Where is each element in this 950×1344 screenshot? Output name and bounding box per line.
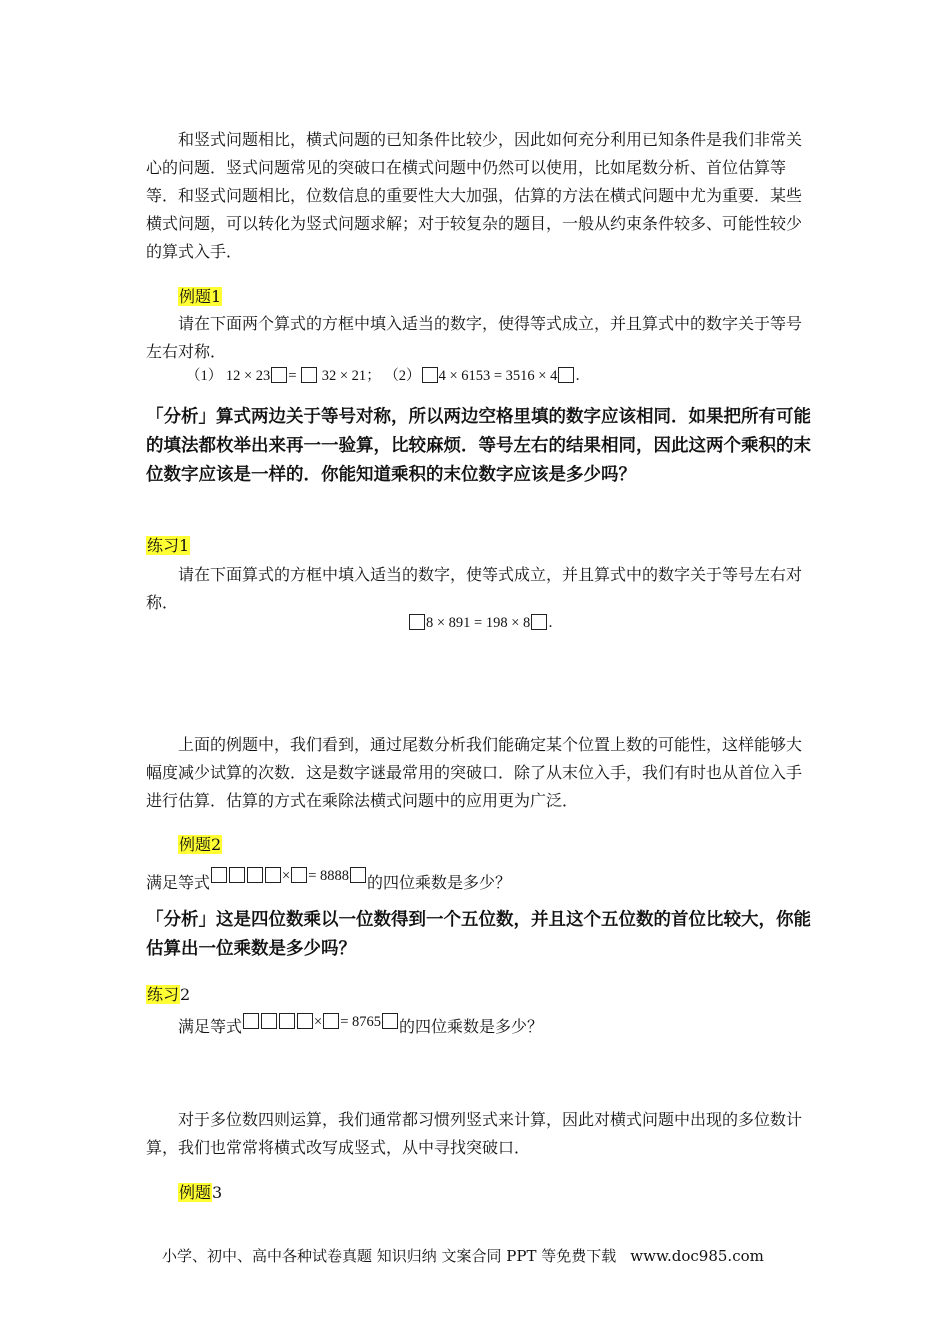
blank-box[interactable]: [382, 1013, 398, 1029]
blank-box[interactable]: [291, 867, 307, 883]
eq2-body: 4 × 6153 = 3516 × 4: [438, 368, 558, 384]
footer-link[interactable]: www.doc985.com: [630, 1247, 764, 1265]
practice-1-tag: 练习1: [147, 536, 190, 555]
blank-box[interactable]: [323, 1013, 339, 1029]
footer-text: 小学、初中、高中各种试卷真题 知识归纳 文案合同 PPT 等免费下载: [162, 1247, 617, 1265]
practice-2-equation: × = 8765: [242, 1014, 399, 1030]
example-1-analysis: 「分析」算式两边关于等号对称，所以两边空格里填的数字应该相同．如果把所有可能的填法都枚举出来再一一验算，比较麻烦．等号左右的结果相同，因此这两个乘积的末位数字应该是一样的．你能知道乘积的末位数字应该是多少吗？: [146, 407, 811, 485]
eq1-equals: =: [288, 368, 297, 384]
example-2-analysis: 「分析」这是四位数乘以一位数得到一个五位数，并且这个五位数的首位比较大，你能估算出一位乘数是多少吗？: [146, 910, 811, 959]
example-1-tag: 例题1: [179, 287, 222, 306]
practice-2-post: 的四位乘数是多少？: [399, 1017, 544, 1036]
example-2-post: 的四位乘数是多少？: [367, 873, 512, 892]
eq2-label: （2）: [384, 368, 421, 384]
example-3-tag: 例题: [179, 1183, 212, 1202]
example-2-equation: × = 8888: [210, 868, 367, 884]
blank-box[interactable]: [297, 1013, 313, 1029]
blank-box[interactable]: [409, 614, 425, 630]
intro-paragraph: 和竖式问题相比，横式问题的已知条件比较少，因此如何充分利用已知条件是我们非常关心的问题．竖式问题常见的突破口在横式问题中仍然可以使用，比如尾数分析、首位估算等等．和竖式问题相比，位数信息的重要性大大加强，估算的方法在横式问题中尤为重要．某些横式问题，可以转化为竖式问题求解；对于较复杂的题目，一般从约束条件较多、可能性较少的算式入手．: [146, 130, 803, 261]
eq2-end: ．: [575, 368, 590, 384]
example-1-equations: [186, 364, 590, 385]
middle-paragraph: 上面的例题中，我们看到，通过尾数分析我们能确定某个位置上数的可能性，这样能够大幅度减少试算的次数．这是数字谜最常用的突破口．除了从末位入手，我们有时也从首位入手进行估算．估算的方式在乘除法横式问题中的应用更为广泛．: [146, 735, 803, 810]
practice-1-text: 请在下面算式的方框中填入适当的数字，使等式成立，并且算式中的数字关于等号左右对称．: [146, 565, 803, 612]
blank-box[interactable]: [558, 367, 574, 383]
practice-2-heading: 练习2: [147, 985, 191, 1004]
practice-1-heading: [146, 532, 190, 560]
last-paragraph: 对于多位数四则运算，我们通常都习惯列竖式来计算，因此对横式问题中出现的多位数计算，我们也常常将横式改写成竖式，从中寻找突破口．: [146, 1110, 803, 1157]
blank-box[interactable]: [422, 367, 438, 383]
practice-2-tag: 练习: [147, 985, 180, 1004]
practice-1-equation: [408, 611, 563, 632]
eq1-left: 12 × 23: [225, 368, 271, 384]
practice-1-eq-body: 8 × 891 = 198 × 8: [426, 615, 531, 631]
footer: [162, 1245, 764, 1266]
blank-box[interactable]: [279, 1013, 295, 1029]
example-1-text: 请在下面两个算式的方框中填入适当的数字，使得等式成立，并且算式中的数字关于等号左右对称．: [146, 314, 803, 361]
eq1-right: 32 × 21: [321, 368, 367, 384]
example-2-heading: [178, 831, 222, 859]
example-2-tag: 例题2: [179, 835, 222, 854]
eq1-separator: ；: [366, 368, 381, 384]
blank-box[interactable]: [247, 867, 263, 883]
practice-2-pre: 满足等式: [178, 1017, 243, 1036]
practice-2-question: [178, 1013, 543, 1042]
blank-box[interactable]: [211, 867, 227, 883]
blank-box[interactable]: [261, 1013, 277, 1029]
example-2-question: [146, 869, 511, 898]
example-3-heading: 例题3: [179, 1183, 223, 1202]
blank-box[interactable]: [350, 867, 366, 883]
example-2-pre: 满足等式: [146, 873, 211, 892]
blank-box[interactable]: [243, 1013, 259, 1029]
practice-1-eq-end: ．: [548, 615, 563, 631]
example-1-heading: [178, 283, 222, 311]
blank-box[interactable]: [265, 867, 281, 883]
blank-box[interactable]: [271, 367, 287, 383]
eq1-label: （1）: [186, 368, 223, 384]
blank-box[interactable]: [229, 867, 245, 883]
blank-box[interactable]: [301, 367, 317, 383]
blank-box[interactable]: [531, 614, 547, 630]
